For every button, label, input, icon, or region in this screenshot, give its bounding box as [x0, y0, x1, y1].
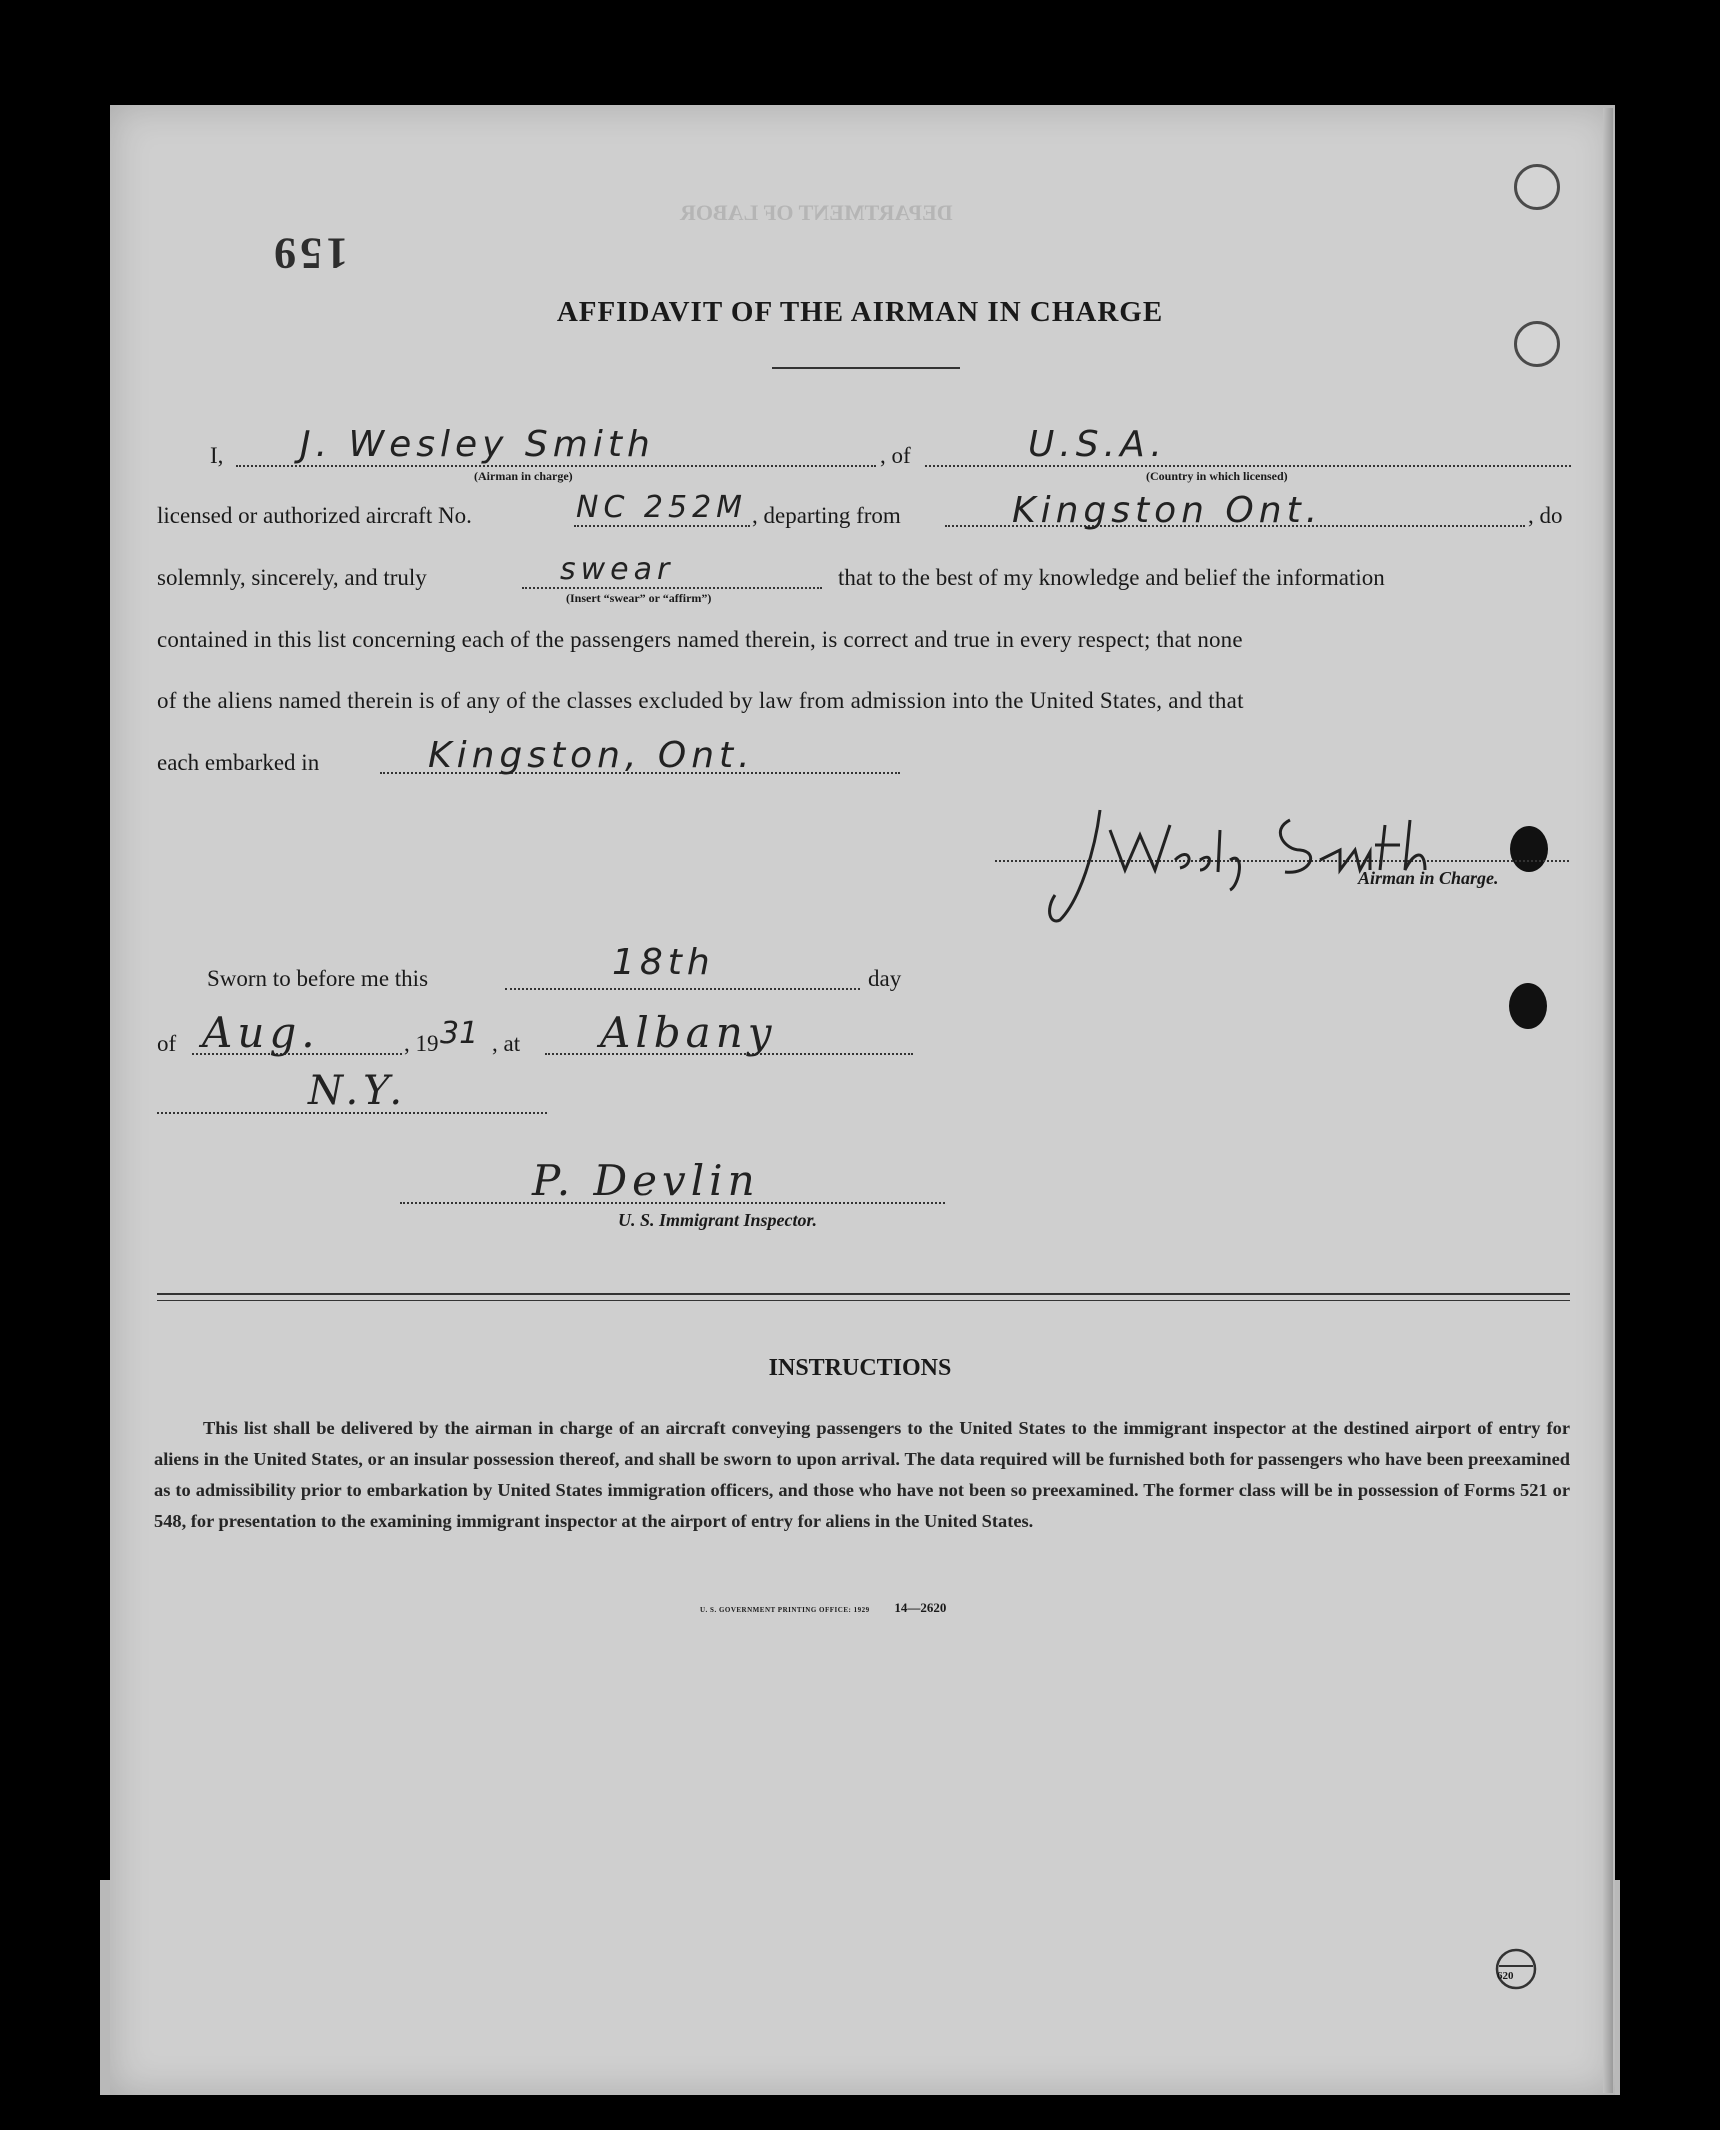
country-caption: (Country in which licensed) — [1146, 469, 1288, 483]
section-divider — [157, 1293, 1570, 1301]
form-number: 620 — [1497, 1970, 1514, 1982]
place-field: Albany — [600, 1008, 777, 1057]
of-month-label: of — [157, 1031, 177, 1056]
printer-label: U. S. GOVERNMENT PRINTING OFFICE: 1929 — [700, 1606, 870, 1614]
airman-caption: (Airman in charge) — [474, 469, 573, 483]
year-field: 31 — [440, 1016, 479, 1051]
aircraft-label: licensed or authorized aircraft No. — [157, 503, 472, 528]
inspector-caption: U. S. Immigrant Inspector. — [618, 1210, 818, 1230]
day-field: 18th — [612, 942, 715, 983]
country-field: U.S.A. — [1028, 424, 1167, 465]
swear-field: swear — [560, 552, 675, 587]
instructions-body: This list shall be delivered by the airman in charge of an aircraft conveying passengers to the United States to the immigrant inspector at the destined airport of entry for aliens in the United States, or an insular possession thereof, and shall be sworn to upon arrival. The data required will be furnished both for passengers who have been preexamined as to admissibility prior to embarkation by United States immigration officers, and those who have not been so preexamined. The former class will be in possession of Forms 521 or 548, for presentation to the examining immigrant inspector at the airport of entry for aliens in the United States. — [154, 1418, 1570, 1531]
page-title: AFFIDAVIT OF THE AIRMAN IN CHARGE — [556, 296, 1164, 328]
country-line — [925, 465, 1571, 467]
aircraft-no-line — [574, 525, 750, 527]
swear-line — [522, 587, 822, 589]
day-line — [505, 988, 860, 990]
inspector-signature: P. Devlin — [532, 1156, 760, 1205]
airman-name-field: J. Wesley Smith — [300, 424, 655, 465]
title-underline — [772, 367, 960, 369]
punch-hole — [1509, 983, 1547, 1029]
do-label: , do — [1528, 503, 1563, 528]
at-label: , at — [492, 1031, 521, 1056]
form-stamp-icon — [1493, 1946, 1539, 1992]
month-field: Aug. — [202, 1008, 320, 1057]
footer-code: 14—2620 — [894, 1600, 947, 1615]
departing-label: , departing from — [752, 503, 901, 528]
aircraft-no-field: NC 252M — [576, 490, 748, 525]
line4-text: contained in this list concerning each of the passengers named therein, is correct and true in every respect; that none — [157, 627, 1243, 652]
state-field: N.Y. — [308, 1068, 408, 1114]
embarked-label: each embarked in — [157, 750, 320, 775]
of-label: , of — [880, 443, 911, 468]
line3-text: that to the best of my knowledge and belief the information — [838, 565, 1385, 590]
airman-name-line — [236, 465, 876, 467]
airman-signature-caption: Airman in Charge. — [1358, 868, 1499, 888]
airman-signature — [1040, 790, 1500, 930]
swear-caption: (Insert “swear” or “affirm”) — [566, 591, 712, 605]
stamp-number: 159 — [270, 229, 348, 278]
instructions-title: INSTRUCTIONS — [768, 1355, 952, 1381]
solemnly-label: solemnly, sincerely, and truly — [157, 565, 427, 590]
departing-from-field: Kingston Ont. — [1012, 490, 1323, 531]
punch-hole — [1510, 826, 1548, 872]
bleed-through-text: DEPARTMENT OF LABOR — [680, 200, 953, 225]
year-prefix: , 19 — [404, 1031, 439, 1056]
embarked-in-field: Kingston, Ont. — [428, 735, 755, 776]
page-edge — [1603, 108, 1613, 2093]
day-label: day — [868, 966, 902, 991]
printer-footer — [700, 1600, 946, 1616]
punch-hole — [1514, 164, 1560, 210]
line1-prefix: I, — [210, 443, 224, 468]
sworn-label: Sworn to before me this — [207, 966, 429, 991]
line5-text: of the aliens named therein is of any of the classes excluded by law from admission into the United States, and that — [157, 688, 1244, 713]
